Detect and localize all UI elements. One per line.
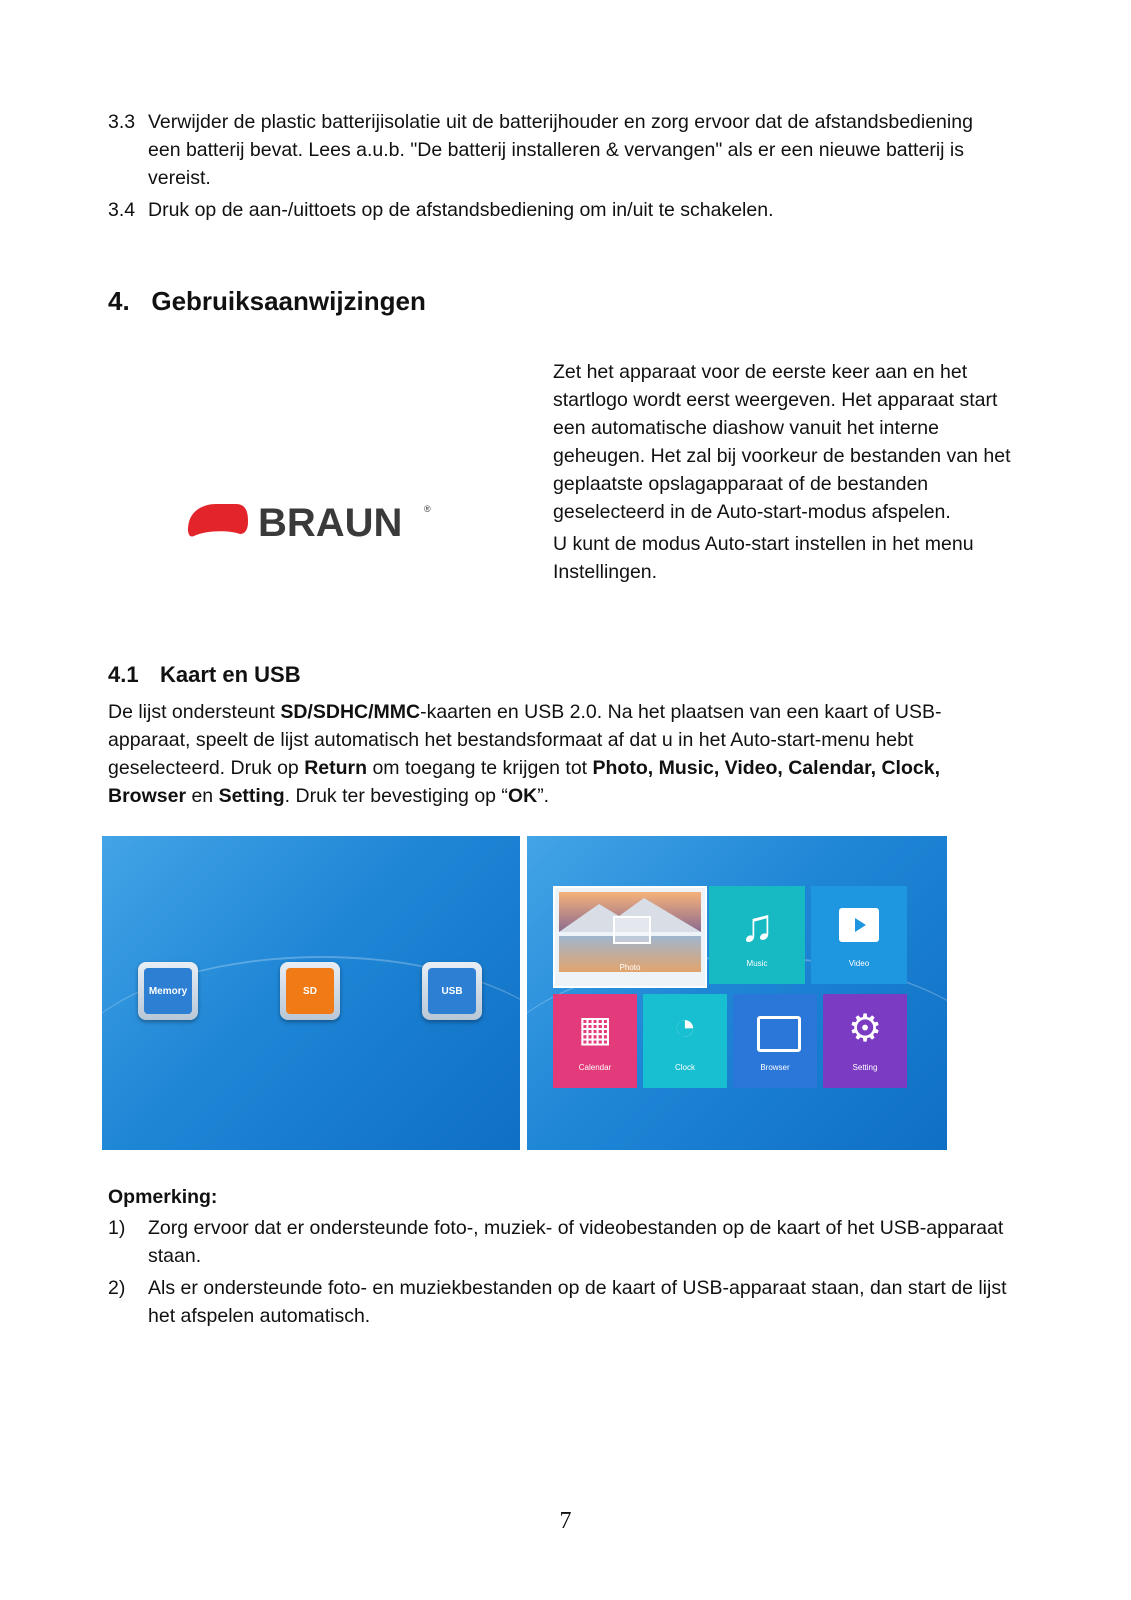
- para-run: -kaarten en USB 2.0. Na het plaatsen van een kaart of USB-apparaat, speelt de lijst automatisch het bestandsformaat af dat u in het Auto-start-menu hebt geselecteerd. Druk op: [108, 701, 942, 779]
- section-4-1-paragraph: [108, 698, 1003, 810]
- page-number: 7: [559, 1508, 572, 1534]
- subsection-heading: [108, 662, 301, 688]
- main-menu-screenshot: [527, 836, 947, 1150]
- memory-chip-icon: [144, 968, 192, 1014]
- para-run-bold: SD/SDHC/MMC: [280, 701, 421, 723]
- photo-tile[interactable]: [553, 886, 707, 988]
- para-run: . Druk ter bevestiging op “: [284, 785, 508, 807]
- braun-logo-graphic: [186, 492, 446, 552]
- play-icon: [839, 908, 879, 942]
- sd-card-icon: [286, 968, 334, 1014]
- usb-drive-icon: [428, 968, 476, 1014]
- subsection-title: Kaart en USB: [160, 662, 301, 687]
- section-heading: 4. Gebruiksaanwijzingen: [108, 286, 426, 316]
- clock-tile[interactable]: [643, 994, 727, 1088]
- braun-logo: [186, 492, 446, 552]
- para-run-bold: Setting: [218, 785, 285, 807]
- item-number: 1): [108, 1217, 126, 1239]
- browser-tile[interactable]: [733, 994, 817, 1088]
- usb-label: USB: [441, 985, 463, 997]
- intro-paragraph-1: Zet het apparaat voor de eerste keer aan en het startlogo wordt eerst weergeven. Het apparaat start een automatische diashow vanuit het interne geheugen. Het zal bij voorkeur de bestanden van het geplaatste opslagapparaat of de bestanden geselecteerd in de Auto-start-modus afspelen.: [553, 361, 1011, 523]
- note-title: Opmerking:: [108, 1186, 218, 1208]
- memory-label: Memory: [148, 985, 188, 997]
- para-run: De lijst ondersteunt: [108, 701, 281, 723]
- item-text: Druk op de aan-/uittoets op de afstandsbediening om in/uit te schakelen.: [148, 199, 774, 221]
- sd-label: SD: [303, 985, 317, 997]
- intro-paragraph-2: U kunt de modus Auto-start instellen in het menu Instellingen.: [553, 533, 974, 583]
- browser-label: Browser: [760, 1063, 790, 1072]
- music-tile[interactable]: [709, 886, 805, 984]
- video-film-icon: [839, 908, 879, 942]
- sd-source-button[interactable]: [280, 962, 340, 1020]
- storage-select-screenshot: [102, 836, 520, 1150]
- para-run: en: [186, 785, 219, 807]
- item-number: 3.3: [108, 111, 136, 133]
- usb-source-button[interactable]: [422, 962, 482, 1020]
- intro-text: [553, 358, 1023, 586]
- para-run-bold: Photo, Music, Video, Calendar, Clock, Browser: [108, 757, 940, 807]
- setting-tile[interactable]: [823, 994, 907, 1088]
- calendar-icon: ▦: [577, 1008, 612, 1049]
- item-text: Als er ondersteunde foto- en muziekbestanden op de kaart of USB-apparaat staan, dan start de lijst het afspelen automatisch.: [148, 1277, 1007, 1327]
- photo-label: Photo: [619, 963, 641, 972]
- para-run-bold: OK: [507, 785, 538, 807]
- memory-source-button[interactable]: [138, 962, 198, 1020]
- setting-label: Setting: [852, 1063, 878, 1072]
- photo-icon: [613, 916, 651, 944]
- music-label: Music: [746, 959, 768, 968]
- subsection-number: 4.1: [108, 662, 139, 687]
- item-number: 3.4: [108, 199, 136, 221]
- music-note-icon: ♫: [739, 899, 775, 951]
- item-number: 2): [108, 1277, 126, 1299]
- item-text: Zorg ervoor dat er ondersteunde foto-, muziek- of videobestanden op de kaart of het USB-apparaat staan.: [148, 1217, 1004, 1267]
- video-label: Video: [848, 959, 870, 968]
- item-text: Verwijder de plastic batterijisolatie uit de batterijhouder en zorg ervoor dat de afstandsbediening een batterij bevat. Lees a.u.b. "De batterij installeren & vervangen" als er een nieuwe batterij is vereist.: [148, 111, 973, 189]
- clock-label: Clock: [674, 1063, 695, 1072]
- para-run: om toegang te krijgen tot: [367, 757, 593, 779]
- calendar-label: Calendar: [578, 1063, 612, 1072]
- calendar-tile[interactable]: [553, 994, 637, 1088]
- logo-registered-mark: ®: [424, 504, 431, 514]
- logo-wordmark: BRAUN: [258, 501, 403, 545]
- para-run: ”.: [537, 785, 550, 807]
- folder-icon: [757, 1016, 801, 1052]
- clock-icon: ◔: [673, 1006, 697, 1048]
- gear-icon: ⚙: [847, 1008, 883, 1050]
- para-run-bold: Return: [304, 757, 368, 779]
- video-tile[interactable]: [811, 886, 907, 984]
